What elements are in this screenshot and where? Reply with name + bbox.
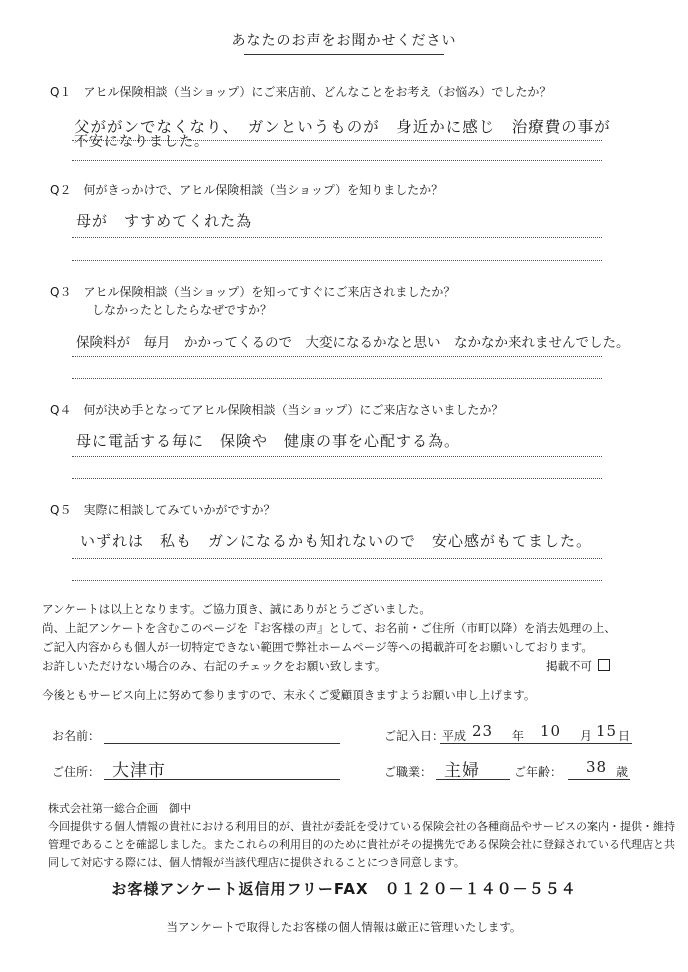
privacy-line-2: 管理であることを確認しました。またこれらの利用目的のために貴社がその提携先である保険会社に登録されている代理店と共 (48, 838, 675, 851)
address-field[interactable]: 大津市 (112, 761, 166, 781)
closing-line-4: お許しいただけない場合のみ、右記のチェックをお願い致します。 (42, 659, 387, 673)
privacy-line-1: 今回提供する個人情報の貴社における利用目的が、貴社が委託を受けている保険会社の各種商品やサービスの案内・提供・維持 (48, 820, 675, 833)
answer-4-line-1[interactable]: 母に電話する毎に 保険や 健康の事を心配する為。 (76, 432, 461, 450)
answer-3-line-1[interactable]: 保険料が 毎月 かかってくるので 大変になるかなと思い なかなか来れませんでした。 (76, 335, 630, 351)
job-underline (436, 779, 510, 780)
date-day-field[interactable]: 15 (596, 722, 618, 740)
age-field[interactable]: 38 (586, 758, 608, 776)
age-underline (568, 779, 630, 780)
answer-line (72, 260, 602, 261)
date-month-field[interactable]: 10 (540, 722, 562, 740)
closing-line-2: 尚、上記アンケートを含むこのページを『お客様の声』として、お名前・ご住所（市町以降）を消去処理の上、 (42, 621, 616, 635)
date-year-field[interactable]: 23 (472, 722, 494, 740)
no-publish-label: 掲載不可 (546, 659, 592, 673)
answer-line (72, 378, 602, 379)
fax-number: お客様アンケート返信用フリーFAX ０１２０－１４０－５５４ (111, 880, 577, 898)
answer-5-line-1[interactable]: いずれは 私も ガンになるかも知れないので 安心感がもてました。 (80, 532, 593, 550)
age-unit: 歳 (616, 765, 629, 779)
answer-line (72, 478, 602, 479)
privacy-line-3: 同して対応する際には、個人情報が当該代理店に提供されることにつき同意します。 (48, 856, 465, 869)
name-label: お名前： (52, 729, 101, 743)
question-2-label: Q２ 何がきっかけで、アヒル保険相談（当ショップ）を知りましたか？ (50, 183, 444, 197)
name-underline (104, 743, 340, 744)
answer-line (72, 160, 602, 161)
answer-1-line-1[interactable]: 父ががンでなくなり、 ガンというものが 身近かに感じ 治療費の事が (74, 118, 611, 136)
age-label: ご年齢： (514, 765, 563, 779)
privacy-note: 当アンケートで取得したお客様の個人情報は厳正に管理いたします。 (166, 920, 522, 934)
closing-line-5: 今後ともサービス向上に努めて参りますので、末永くご愛顧頂きますようお願い申し上げます。 (42, 688, 536, 702)
closing-line-3: ご記入内容からも個人が一切特定できない範囲で弊社ホームページ等への掲載許可をお願いしております。 (42, 640, 593, 654)
answer-line (72, 140, 602, 141)
date-day-unit: 日 (618, 729, 631, 743)
date-label: ご記入日： (384, 729, 445, 743)
answer-1-line-2[interactable]: 不安になりました。 (74, 134, 209, 150)
no-publish-checkbox[interactable] (598, 659, 610, 671)
no-publish-checkbox-row[interactable] (546, 657, 610, 676)
date-year-unit: 年 (512, 729, 525, 743)
answer-2-line-1[interactable]: 母が すすめてくれた為 (76, 212, 253, 230)
job-field[interactable]: 主婦 (444, 761, 480, 781)
address-label: ご住所： (52, 765, 101, 779)
date-era: 平成 (442, 729, 467, 743)
job-label: ご職業： (384, 765, 433, 779)
company-name: 株式会社第一総合企画 御中 (48, 802, 191, 815)
question-4-label: Q４ 何が決め手となってアヒル保険相談（当ショップ）にご来店なさいましたか？ (50, 403, 504, 417)
title-underline (244, 54, 444, 55)
date-month-unit: 月 (580, 729, 593, 743)
answer-line (72, 456, 602, 457)
question-3-label: Q３ アヒル保険相談（当ショップ）を知ってすぐにご来店されましたか？ (50, 285, 456, 299)
answer-line (72, 237, 602, 238)
answer-line (72, 580, 602, 581)
closing-line-1: アンケートは以上となります。ご協力頂き、誠にありがとうございました。 (42, 602, 431, 616)
date-underline (440, 743, 632, 744)
answer-line (72, 558, 602, 559)
address-underline (104, 779, 340, 780)
answer-line (72, 356, 602, 357)
question-1-label: Q１ アヒル保険相談（当ショップ）にご来店前、どんなことをお考え（お悩み）でしたか？ (50, 85, 552, 99)
question-3-label-2: しなかったとしたらなぜですか？ (92, 303, 273, 317)
page-title: あなたのお声をお聞かせください (231, 33, 457, 49)
question-5-label: Q５ 実際に相談してみていかがですか？ (50, 503, 276, 517)
